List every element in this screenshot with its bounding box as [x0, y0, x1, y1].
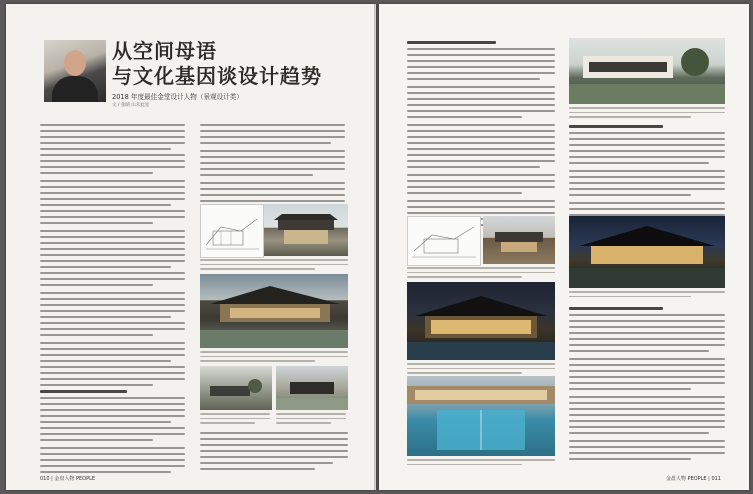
- article-subtitle: 2018 年度最佳金堂设计人物（景观设计类）: [112, 93, 243, 101]
- left-page: [6, 4, 376, 490]
- caption-1: [200, 259, 348, 273]
- right-page: [379, 4, 749, 490]
- magazine-spread: [6, 4, 749, 490]
- night-rendering-photo: [407, 282, 555, 360]
- courtyard-photo: [200, 274, 348, 348]
- exterior-photo: [569, 38, 725, 104]
- body-text-column-2-bottom: [200, 432, 348, 474]
- caption-5: [407, 267, 555, 281]
- body-text-column-1: [40, 124, 185, 477]
- caption-3: [200, 413, 270, 427]
- title-line-1: 从空间母语: [112, 39, 217, 63]
- right-body-column-1: [407, 38, 555, 230]
- building-rendering-1: [264, 204, 348, 256]
- article-title: [112, 39, 322, 89]
- byline: 文 / 张晴 山未此星: [112, 103, 150, 108]
- caption-9: [569, 291, 725, 300]
- designer-portrait: [44, 40, 106, 102]
- title-line-2: 与文化基因谈设计趋势: [112, 64, 322, 88]
- pool-photo: [407, 376, 555, 456]
- caption-4: [276, 413, 346, 427]
- right-folio: 金盘人物 PEOPLE | 011: [665, 476, 721, 482]
- architectural-sketch-1: [200, 204, 264, 258]
- caption-8: [569, 107, 725, 121]
- caption-2: [200, 351, 348, 365]
- right-body-column-2: [569, 122, 725, 226]
- landscape-photo: [276, 366, 348, 410]
- architectural-sketch-2: [407, 216, 481, 266]
- right-body-column-2-bottom: [569, 304, 725, 464]
- building-rendering-2: [483, 216, 555, 264]
- night-landscape-photo: [569, 216, 725, 288]
- garden-photo: [200, 366, 272, 410]
- left-folio: 010 | 金盘人物 PEOPLE: [40, 476, 96, 482]
- caption-7: [407, 459, 555, 468]
- caption-6: [407, 363, 555, 377]
